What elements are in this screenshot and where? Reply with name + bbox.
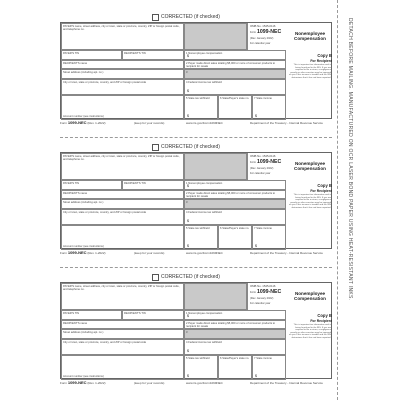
shaded-box [184, 153, 247, 180]
shaded-box [184, 23, 247, 50]
street-address-box[interactable]: Street address (including apt. no.) [61, 199, 184, 209]
form-grid [60, 282, 332, 379]
omb-box: OMB No. 1545-0116 Form 1099-NEC (Rev. January 2022) For calendar year [247, 283, 286, 310]
copy-note: This is important tax information and is being furnished to the IRS. If you are required to file a return, a negligence penalty or other sanction may be imposed on you if this income is taxable and the IRS determines that it has not been reported. [289, 64, 331, 79]
form-title: Nonemployee Compensation [294, 31, 326, 42]
corrected-checkbox[interactable] [152, 274, 159, 281]
corrected-checkbox-row[interactable] [152, 143, 220, 151]
perforation-line [60, 267, 332, 268]
street-address-box[interactable]: Street address (including apt. no.) [61, 329, 184, 339]
form-title: Nonemployee Compensation [294, 291, 326, 302]
box2-direct-sales[interactable]: 2 Payer made direct sales totaling $5,000 or more of consumer products to recipient for resale [184, 190, 286, 199]
box7-state-income[interactable]: 7 State income $ [252, 225, 286, 250]
account-number-box[interactable]: Account number (see instructions) [61, 225, 184, 250]
box3: 3 [184, 329, 286, 339]
box5-state-tax[interactable]: 5 State tax withheld $ [184, 225, 218, 250]
form-number: 1099-NEC [257, 289, 282, 295]
recipient-tin-box[interactable]: RECIPIENT'S TIN [122, 310, 184, 320]
box6-state-no[interactable]: 6 State/Payer's state no. [218, 225, 252, 250]
form-1099-nec-copy-2 [60, 143, 332, 259]
city-box[interactable]: City or town, state or province, country, and ZIP or foreign postal code [61, 339, 184, 355]
box1-nonemployee-compensation[interactable]: 1 Nonemployee compensation $ [184, 50, 286, 60]
box1-nonemployee-compensation[interactable]: 1 Nonemployee compensation $ [184, 180, 286, 190]
box2-direct-sales[interactable]: 2 Payer made direct sales totaling $5,000 or more of consumer products to recipient for resale [184, 320, 286, 329]
form-grid [60, 22, 332, 119]
payer-tin-box[interactable]: PAYER'S TIN [61, 50, 122, 60]
recipient-name-box[interactable]: RECIPIENT'S name [61, 60, 184, 69]
box1-nonemployee-compensation[interactable]: 1 Nonemployee compensation $ [184, 310, 286, 320]
form-footer: Form 1099-NEC (Rev. 1-2022) (keep for your records) www.irs.gov/Form1099NEC Department of the Treasury - Internal Revenue Service [60, 120, 323, 125]
recipient-tin-box[interactable]: RECIPIENT'S TIN [122, 180, 184, 190]
copy-label: Copy B [317, 53, 332, 58]
form-number: 1099-NEC [257, 159, 282, 165]
omb-box: OMB No. 1545-0116 Form 1099-NEC (Rev. January 2022) For calendar year [247, 23, 286, 50]
payer-info-box[interactable]: PAYER'S name, street address, city or town, state or province, country, ZIP or foreign postal code, and telephone no. [61, 153, 184, 180]
form-1099-nec-copy-3 [60, 273, 332, 389]
payer-info-box[interactable]: PAYER'S name, street address, city or town, state or province, country, ZIP or foreign postal code, and telephone no. [61, 23, 184, 50]
corrected-checkbox[interactable] [152, 144, 159, 151]
recipient-name-box[interactable]: RECIPIENT'S name [61, 320, 184, 329]
form-footer: Form 1099-NEC (Rev. 1-2022) (keep for your records) www.irs.gov/Form1099NEC Department of the Treasury - Internal Revenue Service [60, 380, 323, 385]
corrected-label: CORRECTED (if checked) [161, 274, 220, 280]
form-title: Nonemployee Compensation [294, 161, 326, 172]
box6-state-no[interactable]: 6 State/Payer's state no. [218, 95, 252, 120]
box5-state-tax[interactable]: 5 State tax withheld $ [184, 355, 218, 380]
payer-tin-box[interactable]: PAYER'S TIN [61, 310, 122, 320]
omb-box: OMB No. 1545-0116 Form 1099-NEC (Rev. January 2022) For calendar year [247, 153, 286, 180]
corrected-label: CORRECTED (if checked) [161, 14, 220, 20]
form-number: 1099-NEC [257, 29, 282, 35]
copy-note: This is important tax information and is being furnished to the IRS. If you are required to file a return, a negligence penalty or other sanction may be imposed on you if this income is taxable and the IRS determines that it has not been reported. [289, 194, 331, 209]
box3: 3 [184, 199, 286, 209]
box7-state-income[interactable]: 7 State income $ [252, 95, 286, 120]
recipient-tin-box[interactable]: RECIPIENT'S TIN [122, 50, 184, 60]
copy-for-label: For Recipient [310, 319, 332, 323]
payer-info-box[interactable]: PAYER'S name, street address, city or town, state or province, country, ZIP or foreign postal code, and telephone no. [61, 283, 184, 310]
detach-instruction: DETACH BEFORE MAILING. MANUFACTURED ON OCR LASER BOND PAPER USING HEAT-RESISTANT INKS. [347, 18, 353, 301]
corrected-checkbox-row[interactable] [152, 13, 220, 21]
box4-federal-tax[interactable]: 4 Federal income tax withheld $ [184, 79, 286, 95]
box3: 3 [184, 69, 286, 79]
corrected-label: CORRECTED (if checked) [161, 144, 220, 150]
copy-for-label: For Recipient [310, 189, 332, 193]
box7-state-income[interactable]: 7 State income $ [252, 355, 286, 380]
box4-federal-tax[interactable]: 4 Federal income tax withheld $ [184, 209, 286, 225]
box6-state-no[interactable]: 6 State/Payer's state no. [218, 355, 252, 380]
form-grid [60, 152, 332, 249]
copy-for-label: For Recipient [310, 59, 332, 63]
box2-direct-sales[interactable]: 2 Payer made direct sales totaling $5,000 or more of consumer products to recipient for resale [184, 60, 286, 69]
copy-note: This is important tax information and is being furnished to the IRS. If you are required to file a return, a negligence penalty or other sanction may be imposed on you if this income is taxable and the IRS determines that it has not been reported. [289, 324, 331, 339]
city-box[interactable]: City or town, state or province, country, and ZIP or foreign postal code [61, 79, 184, 95]
shaded-box [184, 283, 247, 310]
payer-tin-box[interactable]: PAYER'S TIN [61, 180, 122, 190]
box5-state-tax[interactable]: 5 State tax withheld $ [184, 95, 218, 120]
form-footer: Form 1099-NEC (Rev. 1-2022) (keep for your records) www.irs.gov/Form1099NEC Department of the Treasury - Internal Revenue Service [60, 250, 323, 255]
city-box[interactable]: City or town, state or province, country, and ZIP or foreign postal code [61, 209, 184, 225]
account-number-box[interactable]: Account number (see instructions) [61, 355, 184, 380]
box4-federal-tax[interactable]: 4 Federal income tax withheld $ [184, 339, 286, 355]
vertical-perforation [337, 0, 338, 400]
corrected-checkbox[interactable] [152, 14, 159, 21]
account-number-box[interactable]: Account number (see instructions) [61, 95, 184, 120]
copy-label: Copy B [317, 183, 332, 188]
form-1099-nec-copy-1 [60, 13, 332, 129]
street-address-box[interactable]: Street address (including apt. no.) [61, 69, 184, 79]
perforation-line [60, 137, 332, 138]
recipient-name-box[interactable]: RECIPIENT'S name [61, 190, 184, 199]
copy-label: Copy B [317, 313, 332, 318]
corrected-checkbox-row[interactable] [152, 273, 220, 281]
